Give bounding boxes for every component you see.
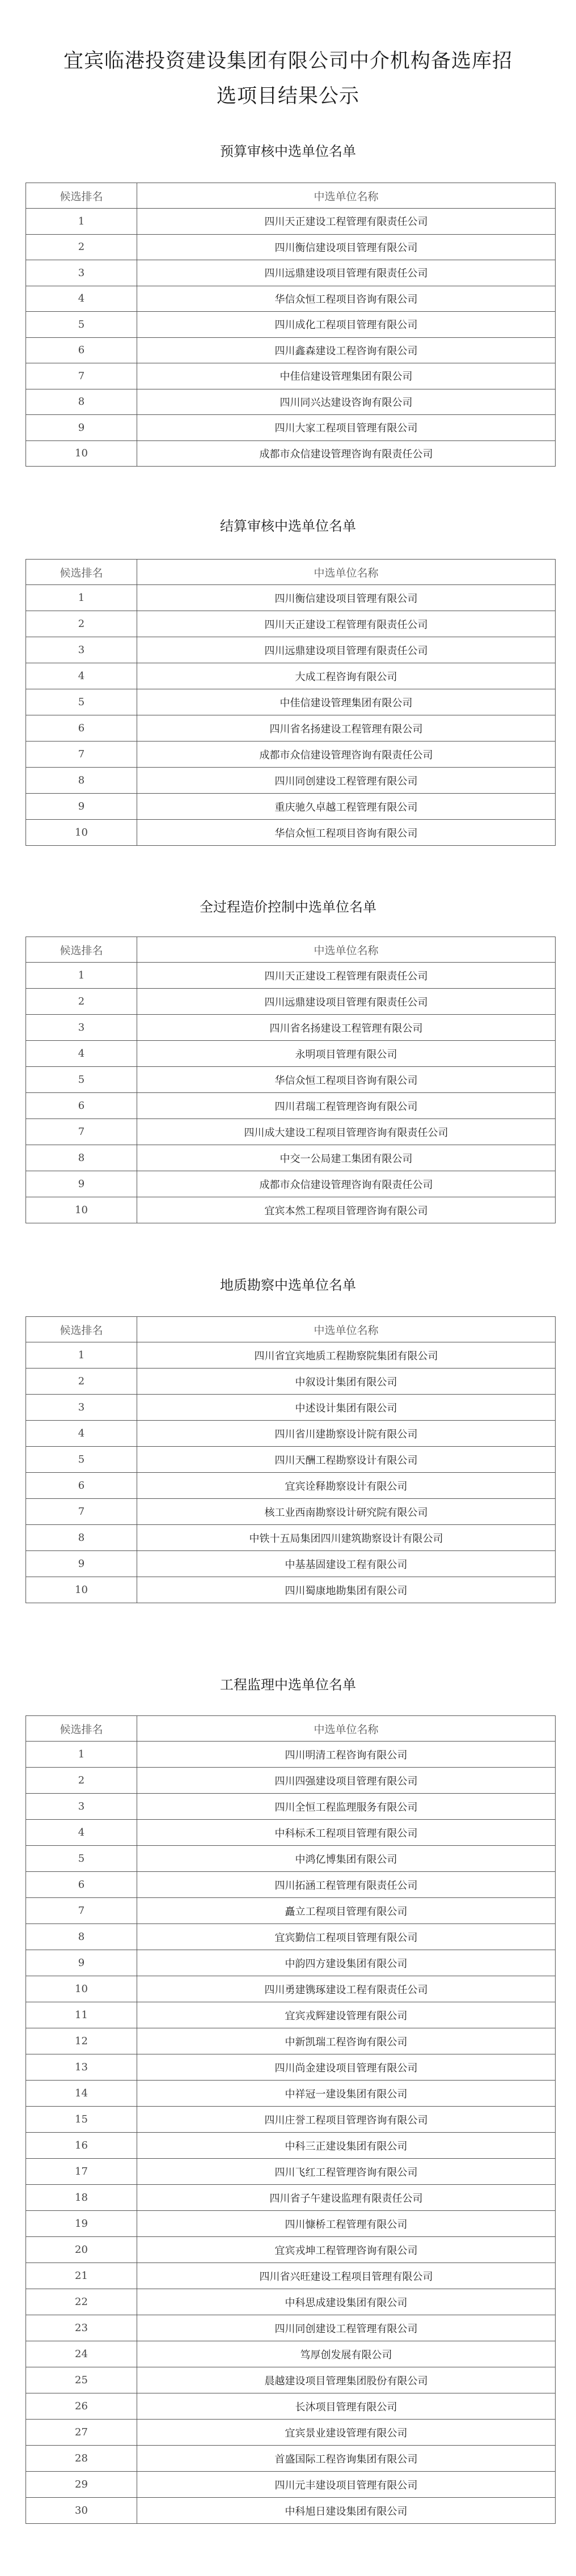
rank-cell: 19 xyxy=(26,2211,137,2237)
table-row xyxy=(26,2028,556,2054)
company-name-cell: 四川四强建设项目管理有限公司 xyxy=(137,1768,556,1794)
rank-cell: 5 xyxy=(26,1846,137,1872)
rank-cell: 7 xyxy=(26,742,137,768)
table-row xyxy=(26,1342,556,1368)
rank-cell: 8 xyxy=(26,1525,137,1551)
company-name-cell: 中铁十五局集团四川建筑勘察设计有限公司 xyxy=(137,1525,556,1551)
company-name-cell: 四川庄誉工程项目管理咨询有限公司 xyxy=(137,2107,556,2133)
rank-cell: 24 xyxy=(26,2341,137,2367)
rank-cell: 1 xyxy=(26,209,137,235)
company-name-cell: 四川蜀康地勘集团有限公司 xyxy=(137,1577,556,1603)
rank-cell: 11 xyxy=(26,2002,137,2028)
company-name-cell: 长沐项目管理有限公司 xyxy=(137,2393,556,2420)
rank-cell: 9 xyxy=(26,794,137,820)
rank-cell: 27 xyxy=(26,2420,137,2446)
table-row xyxy=(26,742,556,768)
document-title-line1: 宜宾临港投资建设集团有限公司中介机构备选库招 xyxy=(63,50,513,73)
company-name-cell: 成都市众信建设管理咨询有限责任公司 xyxy=(137,440,556,467)
table-row xyxy=(26,2185,556,2211)
company-name-cell: 四川慷桥工程管理有限公司 xyxy=(137,2211,556,2237)
company-name-cell: 中交一公局建工集团有限公司 xyxy=(137,1145,556,1171)
company-name-cell: 四川元丰建设项目管理有限公司 xyxy=(137,2472,556,2498)
rank-cell: 10 xyxy=(26,820,137,846)
table-row xyxy=(26,2289,556,2315)
rank-cell: 4 xyxy=(26,663,137,689)
document-title-line2: 选项目结果公示 xyxy=(216,85,359,108)
table-row xyxy=(26,1820,556,1846)
rank-cell: 28 xyxy=(26,2446,137,2472)
table-row xyxy=(26,1525,556,1551)
company-name-cell: 中科旭日建设集团有限公司 xyxy=(137,2498,556,2524)
table-row xyxy=(26,2498,556,2524)
company-name-cell: 四川勇建镌琢建设工程有限责任公司 xyxy=(137,1976,556,2002)
rank-cell: 1 xyxy=(26,585,137,611)
company-name-cell: 大成工程咨询有限公司 xyxy=(137,663,556,689)
table-row xyxy=(26,1768,556,1794)
company-name-cell: 四川成大建设工程项目管理咨询有限责任公司 xyxy=(137,1119,556,1145)
company-name-cell: 中基基固建设工程有限公司 xyxy=(137,1551,556,1577)
header-rank: 候选排名 xyxy=(26,937,137,963)
rank-cell: 9 xyxy=(26,1551,137,1577)
rank-cell: 5 xyxy=(26,1067,137,1093)
table-header-row xyxy=(26,183,556,209)
company-name-cell: 四川远鼎建设项目管理有限责任公司 xyxy=(137,637,556,663)
table-row xyxy=(26,1067,556,1093)
header-company-name: 中选单位名称 xyxy=(137,937,556,963)
company-name-cell: 四川衡信建设项目管理有限公司 xyxy=(137,234,556,260)
table-row xyxy=(26,440,556,467)
table-row xyxy=(26,1950,556,1976)
table-row xyxy=(26,1577,556,1603)
header-rank: 候选排名 xyxy=(26,560,137,585)
rank-cell: 3 xyxy=(26,637,137,663)
table-engineering-supervision xyxy=(26,1715,556,2524)
rank-cell: 3 xyxy=(26,1015,137,1041)
rank-cell: 7 xyxy=(26,1499,137,1525)
table-row xyxy=(26,768,556,794)
table-header-row xyxy=(26,1317,556,1342)
rank-cell: 15 xyxy=(26,2107,137,2133)
table-row xyxy=(26,689,556,715)
company-name-cell: 四川省川建勘察设计院有限公司 xyxy=(137,1421,556,1447)
company-name-cell: 华信众恒工程项目咨询有限公司 xyxy=(137,1067,556,1093)
company-name-cell: 四川衡信建设项目管理有限公司 xyxy=(137,585,556,611)
rank-cell: 8 xyxy=(26,1924,137,1950)
section-heading-budget-review: 预算审核中选单位名单 xyxy=(220,143,356,159)
rank-cell: 30 xyxy=(26,2498,137,2524)
rank-cell: 4 xyxy=(26,1820,137,1846)
company-name-cell: 晨越建设项目管理集团股份有限公司 xyxy=(137,2367,556,2393)
table-row xyxy=(26,2054,556,2081)
table-row xyxy=(26,1924,556,1950)
table-row xyxy=(26,2081,556,2107)
rank-cell: 10 xyxy=(26,1577,137,1603)
company-name-cell: 成都市众信建设管理咨询有限责任公司 xyxy=(137,742,556,768)
rank-cell: 2 xyxy=(26,234,137,260)
company-name-cell: 四川拓涵工程管理有限责任公司 xyxy=(137,1872,556,1898)
table-row xyxy=(26,989,556,1015)
rank-cell: 6 xyxy=(26,337,137,363)
header-rank: 候选排名 xyxy=(26,1716,137,1742)
table-row xyxy=(26,1794,556,1820)
rank-cell: 2 xyxy=(26,1368,137,1395)
table-row xyxy=(26,2263,556,2289)
table-row xyxy=(26,715,556,742)
company-name-cell: 四川天酬工程勘察设计有限公司 xyxy=(137,1447,556,1473)
table-row xyxy=(26,2002,556,2028)
table-settlement-review xyxy=(26,559,556,846)
company-name-cell: 中述设计集团有限公司 xyxy=(137,1395,556,1421)
table-row xyxy=(26,820,556,846)
company-name-cell: 宜宾戎辉建设管理有限公司 xyxy=(137,2002,556,2028)
section-heading-full-process-cost-control: 全过程造价控制中选单位名单 xyxy=(200,899,376,915)
company-name-cell: 四川大家工程项目管理有限公司 xyxy=(137,415,556,441)
table-row xyxy=(26,312,556,338)
table-row xyxy=(26,2237,556,2263)
table-row xyxy=(26,2420,556,2446)
company-name-cell: 中科标禾工程项目管理有限公司 xyxy=(137,1820,556,1846)
table-row xyxy=(26,1093,556,1119)
rank-cell: 4 xyxy=(26,1421,137,1447)
header-company-name: 中选单位名称 xyxy=(137,560,556,585)
company-name-cell: 宜宾本然工程项目管理咨询有限公司 xyxy=(137,1197,556,1223)
table-row xyxy=(26,2133,556,2159)
rank-cell: 23 xyxy=(26,2315,137,2341)
table-row xyxy=(26,1145,556,1171)
company-name-cell: 四川全恒工程监理服务有限公司 xyxy=(137,1794,556,1820)
table-row xyxy=(26,337,556,363)
company-name-cell: 四川省名扬建设工程管理有限公司 xyxy=(137,1015,556,1041)
company-name-cell: 中韵四方建设集团有限公司 xyxy=(137,1950,556,1976)
header-rank: 候选排名 xyxy=(26,1317,137,1342)
table-row xyxy=(26,1872,556,1898)
table-row xyxy=(26,963,556,989)
table-row xyxy=(26,415,556,441)
rank-cell: 6 xyxy=(26,1872,137,1898)
company-name-cell: 四川远鼎建设项目管理有限责任公司 xyxy=(137,260,556,286)
table-row xyxy=(26,2341,556,2367)
rank-cell: 4 xyxy=(26,1041,137,1067)
rank-cell: 4 xyxy=(26,286,137,312)
company-name-cell: 宜宾景业建设管理有限公司 xyxy=(137,2420,556,2446)
table-row xyxy=(26,363,556,389)
section-heading-geological-survey: 地质勘察中选单位名单 xyxy=(220,1277,356,1293)
rank-cell: 3 xyxy=(26,1794,137,1820)
header-rank: 候选排名 xyxy=(26,183,137,209)
company-name-cell: 四川鑫森建设工程咨询有限公司 xyxy=(137,337,556,363)
rank-cell: 5 xyxy=(26,689,137,715)
company-name-cell: 四川天正建设工程管理有限责任公司 xyxy=(137,963,556,989)
rank-cell: 5 xyxy=(26,1447,137,1473)
company-name-cell: 四川天正建设工程管理有限责任公司 xyxy=(137,611,556,637)
table-row xyxy=(26,611,556,637)
company-name-cell: 笃厚创发展有限公司 xyxy=(137,2341,556,2367)
table-row xyxy=(26,1551,556,1577)
company-name-cell: 四川省宜宾地质工程勘察院集团有限公司 xyxy=(137,1342,556,1368)
rank-cell: 13 xyxy=(26,2054,137,2081)
rank-cell: 20 xyxy=(26,2237,137,2263)
rank-cell: 7 xyxy=(26,363,137,389)
rank-cell: 26 xyxy=(26,2393,137,2420)
table-row xyxy=(26,1742,556,1768)
company-name-cell: 华信众恒工程项目咨询有限公司 xyxy=(137,286,556,312)
company-name-cell: 中佳信建设管理集团有限公司 xyxy=(137,689,556,715)
company-name-cell: 四川省子午建设监理有限责任公司 xyxy=(137,2185,556,2211)
table-header-row xyxy=(26,937,556,963)
rank-cell: 7 xyxy=(26,1119,137,1145)
company-name-cell: 永明项目管理有限公司 xyxy=(137,1041,556,1067)
company-name-cell: 中科三正建设集团有限公司 xyxy=(137,2133,556,2159)
company-name-cell: 华信众恒工程项目咨询有限公司 xyxy=(137,820,556,846)
rank-cell: 21 xyxy=(26,2263,137,2289)
header-company-name: 中选单位名称 xyxy=(137,183,556,209)
table-row xyxy=(26,2393,556,2420)
table-header-row xyxy=(26,560,556,585)
table-row xyxy=(26,1976,556,2002)
rank-cell: 22 xyxy=(26,2289,137,2315)
table-row xyxy=(26,2211,556,2237)
rank-cell: 1 xyxy=(26,1342,137,1368)
company-name-cell: 四川远鼎建设项目管理有限责任公司 xyxy=(137,989,556,1015)
rank-cell: 9 xyxy=(26,1171,137,1197)
rank-cell: 6 xyxy=(26,715,137,742)
company-name-cell: 宜宾诠释勘察设计有限公司 xyxy=(137,1473,556,1499)
company-name-cell: 四川同兴达建设咨询有限公司 xyxy=(137,389,556,415)
table-row xyxy=(26,1846,556,1872)
table-row xyxy=(26,2159,556,2185)
table-row xyxy=(26,389,556,415)
rank-cell: 25 xyxy=(26,2367,137,2393)
company-name-cell: 四川尚金建设项目管理有限公司 xyxy=(137,2054,556,2081)
rank-cell: 2 xyxy=(26,611,137,637)
table-row xyxy=(26,234,556,260)
table-row xyxy=(26,1041,556,1067)
rank-cell: 2 xyxy=(26,989,137,1015)
table-row xyxy=(26,2315,556,2341)
rank-cell: 7 xyxy=(26,1898,137,1924)
company-name-cell: 中祥冠一建设集团有限公司 xyxy=(137,2081,556,2107)
rank-cell: 16 xyxy=(26,2133,137,2159)
company-name-cell: 四川省兴旺建设工程项目管理有限公司 xyxy=(137,2263,556,2289)
rank-cell: 5 xyxy=(26,312,137,338)
table-row xyxy=(26,2107,556,2133)
company-name-cell: 中科思成建设集团有限公司 xyxy=(137,2289,556,2315)
company-name-cell: 四川君瑞工程管理咨询有限公司 xyxy=(137,1093,556,1119)
company-name-cell: 四川天正建设工程管理有限责任公司 xyxy=(137,209,556,235)
table-row xyxy=(26,209,556,235)
rank-cell: 10 xyxy=(26,1197,137,1223)
section-heading-engineering-supervision: 工程监理中选单位名单 xyxy=(220,1677,356,1693)
table-row xyxy=(26,2472,556,2498)
table-row xyxy=(26,1447,556,1473)
table-row xyxy=(26,260,556,286)
company-name-cell: 中佳信建设管理集团有限公司 xyxy=(137,363,556,389)
table-budget-review xyxy=(26,183,556,467)
company-name-cell: 宜宾勤信工程项目管理有限公司 xyxy=(137,1924,556,1950)
rank-cell: 8 xyxy=(26,1145,137,1171)
rank-cell: 12 xyxy=(26,2028,137,2054)
rank-cell: 9 xyxy=(26,1950,137,1976)
rank-cell: 3 xyxy=(26,260,137,286)
table-row xyxy=(26,585,556,611)
table-row xyxy=(26,1499,556,1525)
company-name-cell: 四川同创建设工程管理有限公司 xyxy=(137,768,556,794)
company-name-cell: 四川成化工程项目管理有限公司 xyxy=(137,312,556,338)
table-row xyxy=(26,286,556,312)
table-row xyxy=(26,637,556,663)
section-heading-settlement-review: 结算审核中选单位名单 xyxy=(220,518,356,534)
table-row xyxy=(26,1368,556,1395)
company-name-cell: 四川飞红工程管理咨询有限公司 xyxy=(137,2159,556,2185)
rank-cell: 10 xyxy=(26,440,137,467)
header-company-name: 中选单位名称 xyxy=(137,1317,556,1342)
rank-cell: 2 xyxy=(26,1768,137,1794)
table-full-process-cost-control xyxy=(26,937,556,1223)
company-name-cell: 中叙设计集团有限公司 xyxy=(137,1368,556,1395)
rank-cell: 1 xyxy=(26,1742,137,1768)
rank-cell: 1 xyxy=(26,963,137,989)
rank-cell: 10 xyxy=(26,1976,137,2002)
table-row xyxy=(26,1898,556,1924)
table-row xyxy=(26,1171,556,1197)
rank-cell: 18 xyxy=(26,2185,137,2211)
rank-cell: 6 xyxy=(26,1093,137,1119)
company-name-cell: 中鸿亿博集团有限公司 xyxy=(137,1846,556,1872)
company-name-cell: 中新凯瑞工程咨询有限公司 xyxy=(137,2028,556,2054)
table-header-row xyxy=(26,1716,556,1742)
table-row xyxy=(26,1421,556,1447)
table-row xyxy=(26,663,556,689)
rank-cell: 3 xyxy=(26,1395,137,1421)
table-row xyxy=(26,794,556,820)
table-row xyxy=(26,1015,556,1041)
rank-cell: 29 xyxy=(26,2472,137,2498)
table-row xyxy=(26,1395,556,1421)
rank-cell: 17 xyxy=(26,2159,137,2185)
company-name-cell: 宜宾戎坤工程管理咨询有限公司 xyxy=(137,2237,556,2263)
company-name-cell: 重庆驰久卓越工程管理有限公司 xyxy=(137,794,556,820)
rank-cell: 14 xyxy=(26,2081,137,2107)
rank-cell: 8 xyxy=(26,768,137,794)
table-row xyxy=(26,1473,556,1499)
company-name-cell: 首盛国际工程咨询集团有限公司 xyxy=(137,2446,556,2472)
table-row xyxy=(26,1197,556,1223)
table-row xyxy=(26,1119,556,1145)
table-geological-survey xyxy=(26,1316,556,1603)
rank-cell: 9 xyxy=(26,415,137,441)
header-company-name: 中选单位名称 xyxy=(137,1716,556,1742)
company-name-cell: 四川省名扬建设工程管理有限公司 xyxy=(137,715,556,742)
company-name-cell: 矗立工程项目管理有限公司 xyxy=(137,1898,556,1924)
table-row xyxy=(26,2446,556,2472)
company-name-cell: 核工业西南勘察设计研究院有限公司 xyxy=(137,1499,556,1525)
table-row xyxy=(26,2367,556,2393)
company-name-cell: 四川同创建设工程管理有限公司 xyxy=(137,2315,556,2341)
company-name-cell: 成都市众信建设管理咨询有限责任公司 xyxy=(137,1171,556,1197)
company-name-cell: 四川明清工程咨询有限公司 xyxy=(137,1742,556,1768)
rank-cell: 8 xyxy=(26,389,137,415)
rank-cell: 6 xyxy=(26,1473,137,1499)
